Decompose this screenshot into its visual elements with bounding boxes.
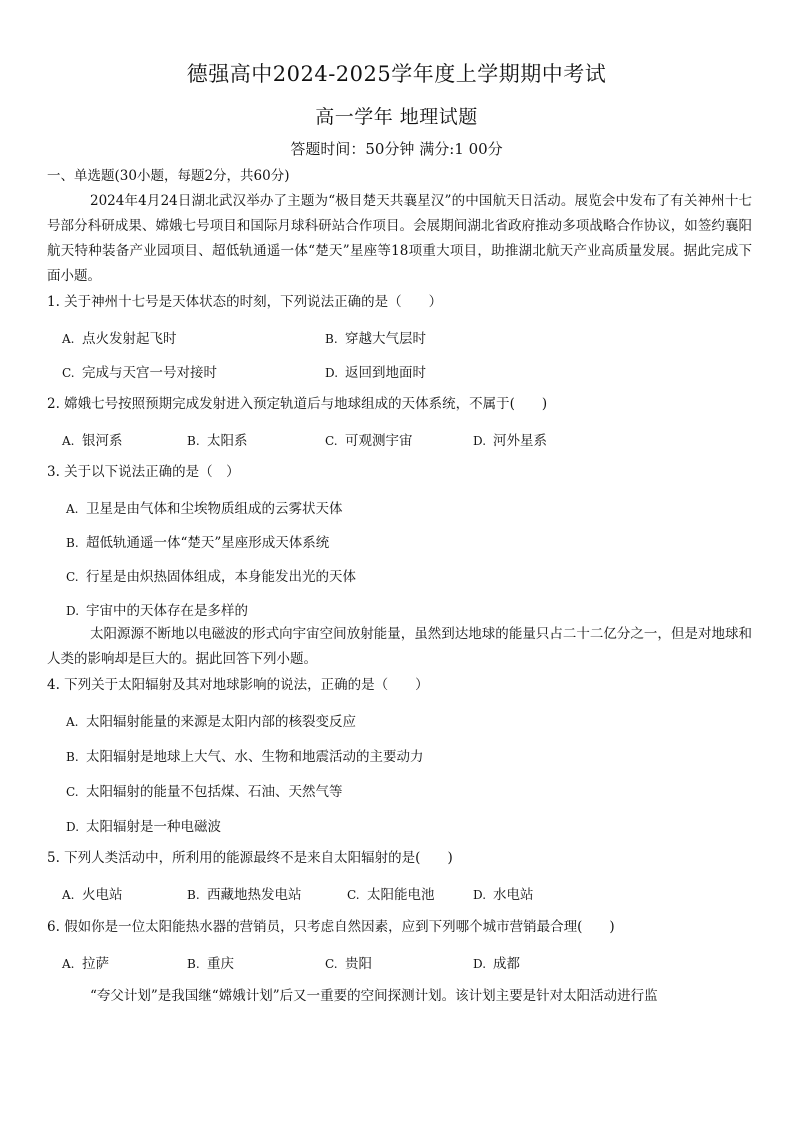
section-heading: 一、单选题(30小题，每题2分，共60分) <box>47 168 290 184</box>
option-letter: A. <box>62 332 75 346</box>
question-6-option-b[interactable] <box>187 952 234 972</box>
option-letter: B. <box>66 536 79 550</box>
option-letter: B. <box>187 434 200 448</box>
option-text: 太阳系 <box>207 433 248 449</box>
question-2-option-d[interactable] <box>473 429 547 449</box>
question-2-stem: 2. 嫦娥七号按照预期完成发射进入预定轨道后与地球组成的天体系统，不属于( ) <box>47 396 548 412</box>
question-2-option-a[interactable] <box>62 429 123 449</box>
option-text: 水电站 <box>493 887 534 903</box>
option-text: 完成与天宫一号对接时 <box>82 365 217 381</box>
question-3-stem: 3. 关于以下说法正确的是（ ） <box>47 464 240 480</box>
exam-time-info: 答题时间：50分钟 满分:1 00分 <box>290 140 503 158</box>
question-5-option-a[interactable] <box>62 883 123 903</box>
question-6-stem: 6. 假如你是一位太阳能热水器的营销员，只考虑自然因素，应到下列哪个城市营销最合理( ) <box>47 919 615 935</box>
option-text: 太阳辐射是地球上大气、水、生物和地震活动的主要动力 <box>86 749 424 765</box>
option-letter: C. <box>347 888 360 902</box>
option-text: 西藏地热发电站 <box>207 887 302 903</box>
option-text: 可观测宇宙 <box>345 433 413 449</box>
question-1-option-d[interactable] <box>325 361 426 381</box>
option-letter: C. <box>62 366 75 380</box>
option-letter: A. <box>66 502 79 516</box>
option-letter: C. <box>325 434 338 448</box>
option-letter: D. <box>473 434 487 448</box>
question-4-option-b[interactable] <box>66 745 424 765</box>
option-text: 宇宙中的天体存在是多样的 <box>86 603 248 619</box>
option-letter: B. <box>325 332 338 346</box>
question-4-stem: 4. 下列关于太阳辐射及其对地球影响的说法，正确的是（ ） <box>47 677 429 693</box>
option-letter: D. <box>473 888 487 902</box>
option-letter: C. <box>66 570 79 584</box>
option-text: 太阳能电池 <box>367 887 435 903</box>
option-letter: A. <box>66 715 79 729</box>
option-text: 河外星系 <box>493 433 547 449</box>
question-4-option-a[interactable] <box>66 710 356 730</box>
option-text: 点火发射起飞时 <box>82 331 177 347</box>
passage-2: 太阳源源不断地以电磁波的形式向宇宙空间放射能量，虽然到达地球的能量只占二十二亿分之一，但是对地球和人类的影响却是巨大的。据此回答下列小题。 <box>47 626 752 667</box>
question-3-option-a[interactable] <box>66 497 343 517</box>
option-text: 卫星是由气体和尘埃物质组成的云雾状天体 <box>86 501 343 517</box>
option-text: 拉萨 <box>82 956 109 972</box>
option-letter: C. <box>325 957 338 971</box>
option-text: 行星是由炽热固体组成，本身能发出光的天体 <box>86 569 356 585</box>
question-3-option-b[interactable] <box>66 531 329 551</box>
question-6-option-c[interactable] <box>325 952 372 972</box>
option-text: 太阳辐射的能量不包括煤、石油、天然气等 <box>86 784 343 800</box>
option-letter: B. <box>66 750 79 764</box>
option-letter: B. <box>187 888 200 902</box>
option-letter: B. <box>187 957 200 971</box>
passage-1: 2024年4月24日湖北武汉举办了主题为“极目楚天共襄星汉”的中国航天日活动。展览会中发布了有关神州十七号部分科研成果、嫦娥七号项目和国际月球科研站合作项目。会展期间湖北省政府推动多项战略合作协议，如签约襄阳航天特种装备产业园项目、超低轨通遥一体“楚天”星座等18项重大项目，助推湖北航天产业高质量发展。据此完成下面小题。 <box>47 193 752 284</box>
question-1-stem: 1. 关于神州十七号是天体状态的时刻，下列说法正确的是（ ） <box>47 294 443 310</box>
question-2-option-c[interactable] <box>325 429 413 449</box>
option-text: 重庆 <box>207 956 234 972</box>
question-3-option-d[interactable] <box>66 599 248 619</box>
option-text: 贵阳 <box>345 956 372 972</box>
exam-title: 德强高中2024-2025学年度上学期期中考试 <box>186 62 607 86</box>
question-5-option-b[interactable] <box>187 883 302 903</box>
option-letter: C. <box>66 785 79 799</box>
option-letter: D. <box>325 366 339 380</box>
option-text: 超低轨通遥一体“楚天”星座形成天体系统 <box>86 535 330 551</box>
question-3-option-c[interactable] <box>66 565 356 585</box>
option-text: 返回到地面时 <box>345 365 426 381</box>
option-text: 成都 <box>493 956 520 972</box>
passage-3: “夸父计划”是我国继“嫦娥计划”后又一重要的空间探测计划。该计划主要是针对太阳活动进行监 <box>90 988 658 1004</box>
option-text: 火电站 <box>82 887 123 903</box>
question-4-option-c[interactable] <box>66 780 343 800</box>
question-1-option-b[interactable] <box>325 327 426 347</box>
option-text: 穿越大气层时 <box>345 331 426 347</box>
question-5-option-c[interactable] <box>347 883 435 903</box>
question-5-option-d[interactable] <box>473 883 534 903</box>
question-6-option-a[interactable] <box>62 952 109 972</box>
question-2-option-b[interactable] <box>187 429 248 449</box>
question-4-option-d[interactable] <box>66 815 221 835</box>
question-6-option-d[interactable] <box>473 952 520 972</box>
question-1-option-a[interactable] <box>62 327 177 347</box>
question-1-option-c[interactable] <box>62 361 217 381</box>
option-letter: D. <box>66 604 80 618</box>
option-text: 银河系 <box>82 433 123 449</box>
option-letter: A. <box>62 434 75 448</box>
question-5-stem: 5. 下列人类活动中，所利用的能源最终不是来自太阳辐射的是( ) <box>47 850 453 866</box>
option-text: 太阳辐射能量的来源是太阳内部的核裂变反应 <box>86 714 356 730</box>
option-letter: A. <box>62 957 75 971</box>
exam-subtitle: 高一学年 地理试题 <box>315 106 478 128</box>
option-letter: D. <box>66 820 80 834</box>
option-letter: A. <box>62 888 75 902</box>
option-text: 太阳辐射是一种电磁波 <box>86 819 221 835</box>
option-letter: D. <box>473 957 487 971</box>
